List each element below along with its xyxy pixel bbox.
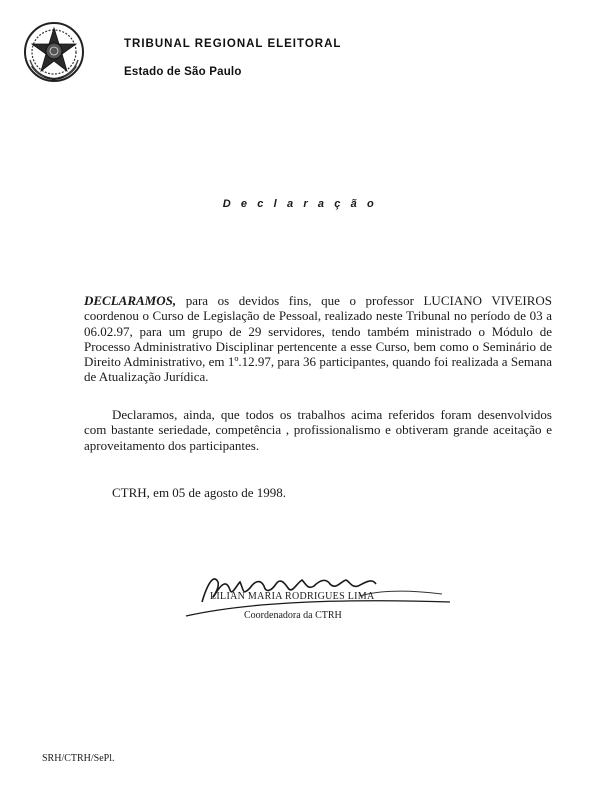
state-name: Estado de São Paulo [124, 66, 242, 78]
declaration-lead: DECLARAMOS, [84, 293, 177, 308]
organization-name: TRIBUNAL REGIONAL ELEITORAL [124, 38, 342, 50]
signatory-name: LILIAN MARIA RODRIGUES LIMA [210, 591, 375, 602]
coat-of-arms-icon [22, 20, 86, 84]
declaration-paragraph [84, 293, 552, 385]
additional-body: Declaramos, ainda, que todos os trabalhos acima referidos foram desenvolvidos com bastante seriedade, competência , profissionalismo e obtiveram grande aceitação e aproveitamento dos participantes. [84, 407, 552, 453]
date-line: CTRH, em 05 de agosto de 1998. [112, 485, 287, 500]
footer-reference: SRH/CTRH/SePl. [42, 753, 115, 764]
signatory-role: Coordenadora da CTRH [244, 610, 342, 621]
declaration-body: para os devidos fins, que o professor LUCIANO VIVEIROS coordenou o Curso de Legislação de Pessoal, realizado neste Tribunal no período de 03 a 06.02.97, para um grupo de 29 servidores, tendo também ministrado o Módulo de Processo Administrativo Disciplinar pertencente a esse Curso, bem como o Seminário de Direito Administrativo, em 1º.12.97, para 36 participantes, quando foi realizada a Semana de Atualização Jurídica. [84, 293, 552, 385]
document-title: D e c l a r a ç ã o [222, 198, 378, 210]
additional-paragraph [84, 407, 552, 453]
